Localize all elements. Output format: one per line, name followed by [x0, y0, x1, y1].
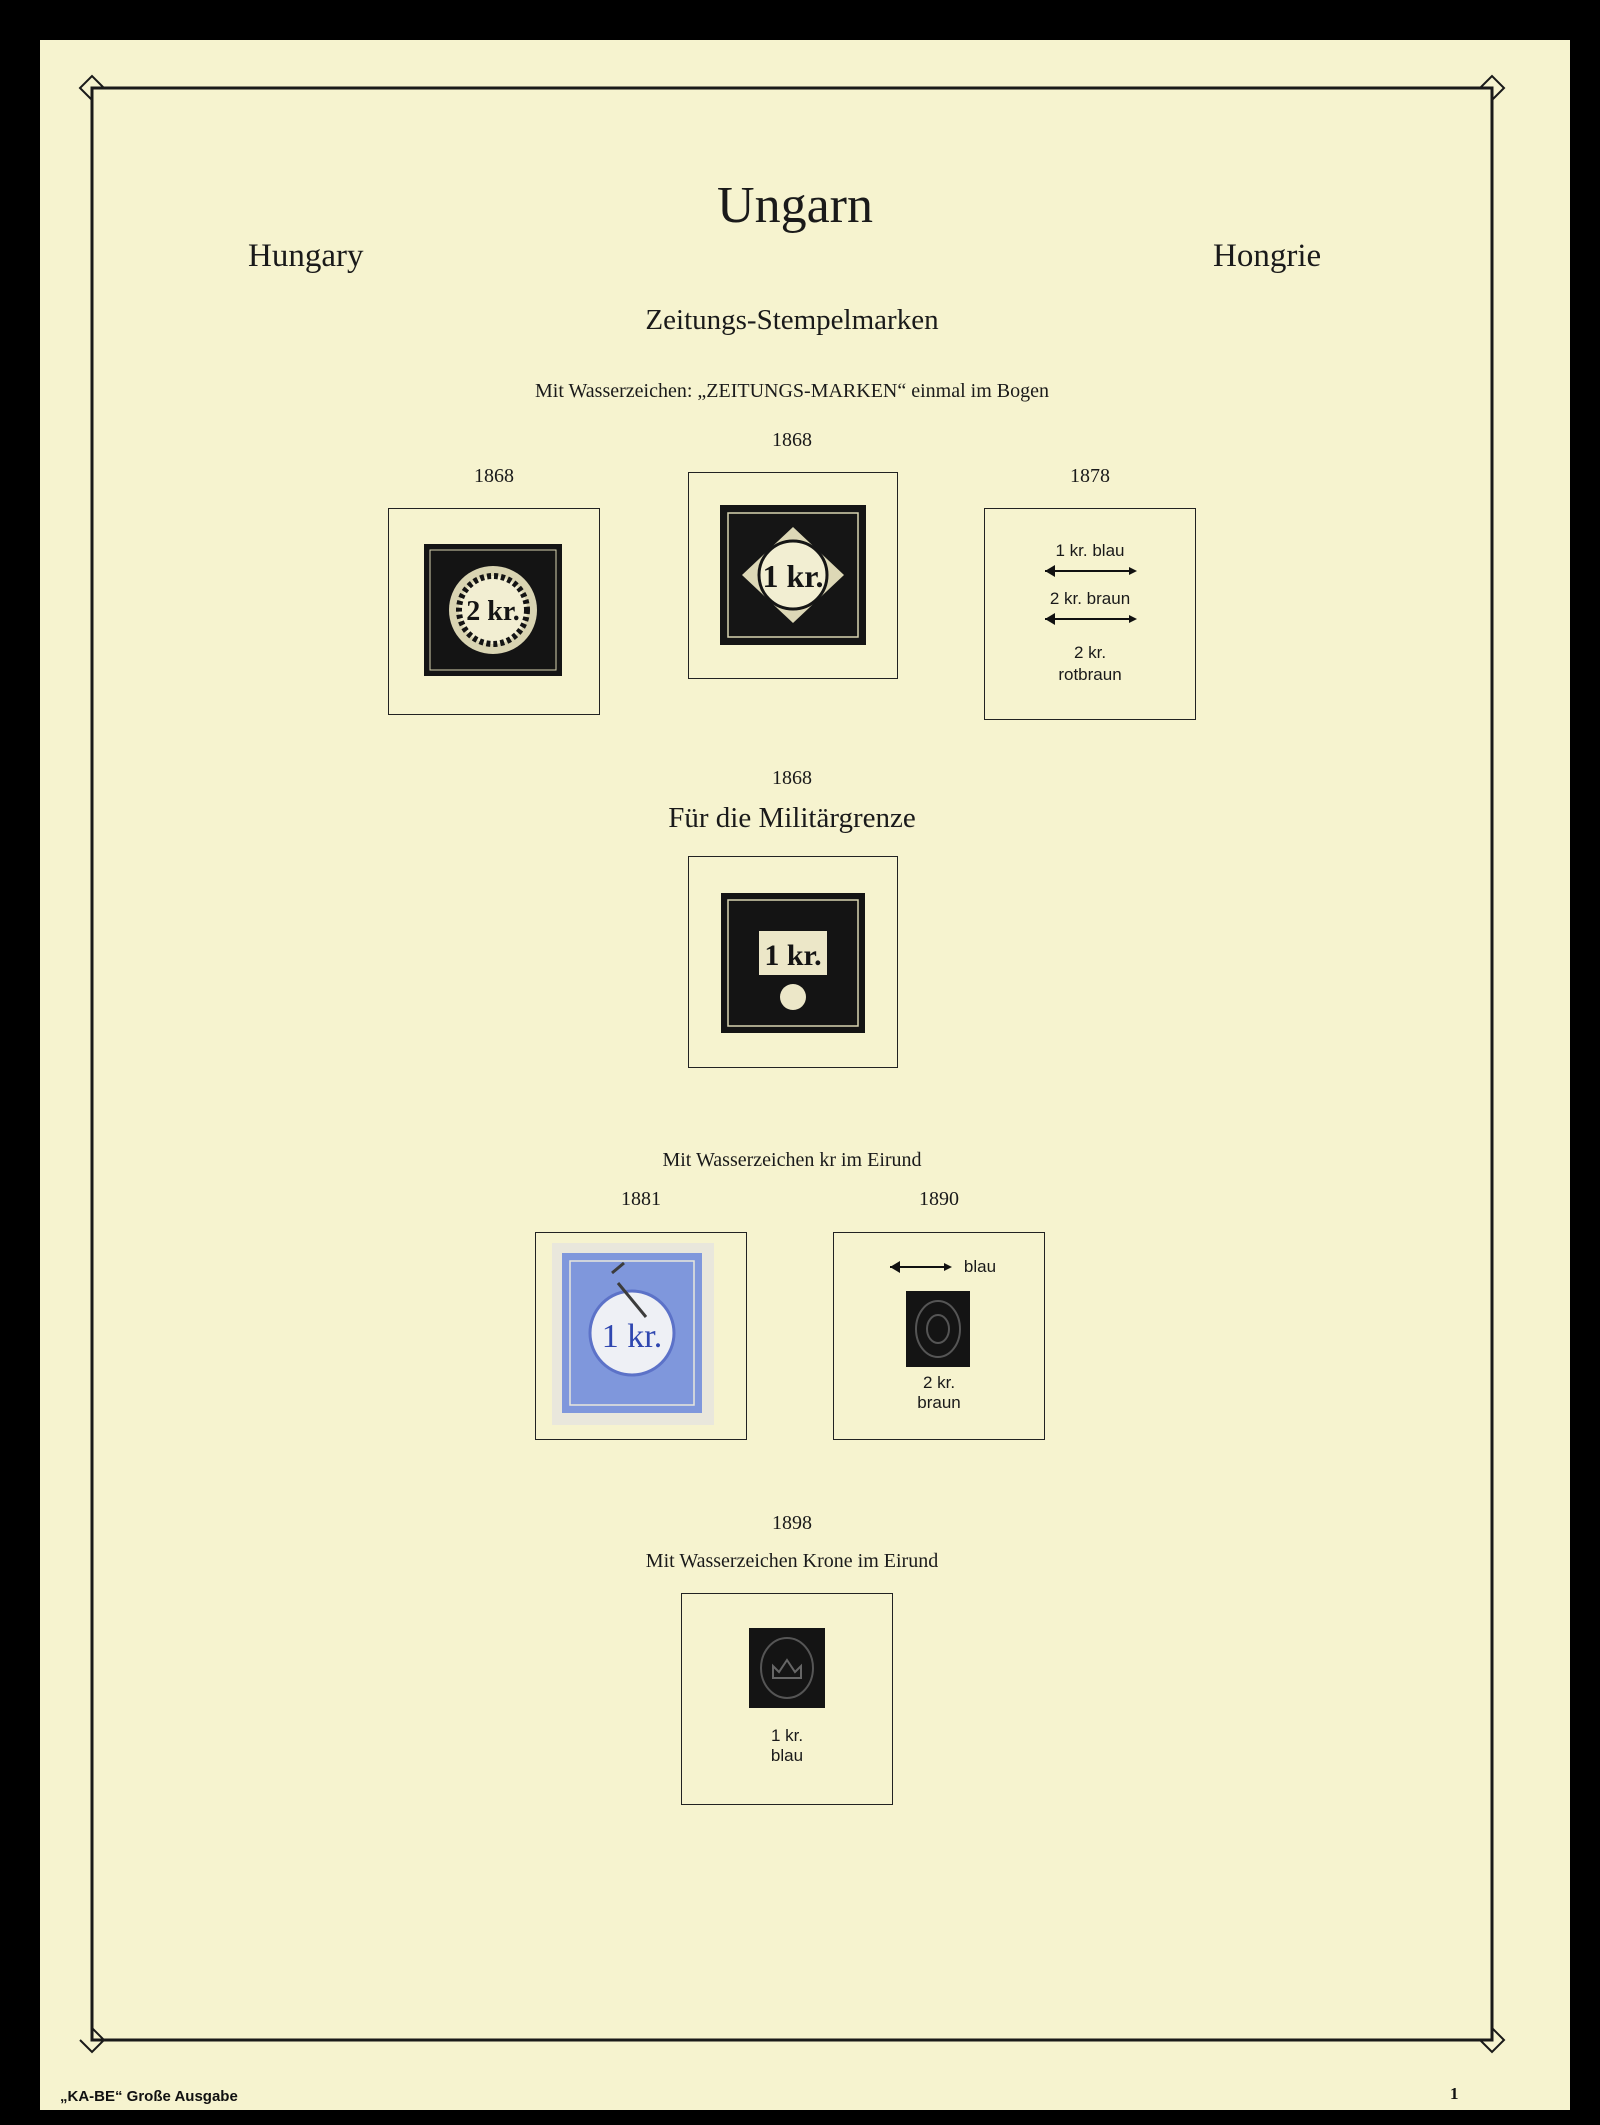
arrow-left-icon — [1037, 609, 1143, 629]
year-label: 1868 — [772, 429, 812, 451]
variant-line: 2 kr. — [922, 1373, 956, 1392]
stamp-slot-empty — [833, 1232, 1045, 1440]
year-label: 1881 — [621, 1188, 661, 1210]
publisher-footer: „KA-BE“ Große Ausgabe — [60, 2088, 238, 2105]
variant-line: 2 kr. braun — [1049, 589, 1131, 608]
stamp-1kr-black — [720, 505, 866, 645]
stamp-slot — [388, 508, 600, 715]
stamp-slot-empty — [681, 1593, 893, 1805]
title-english: Hungary — [248, 238, 364, 274]
variant-line: rotbraun — [1058, 665, 1122, 684]
svg-text:1 kr.: 1 kr. — [762, 558, 824, 594]
svg-text:1 kr.: 1 kr. — [601, 1318, 663, 1355]
watermark-kr-oval-icon — [906, 1291, 970, 1367]
year-label: 1868 — [772, 767, 812, 789]
stamp-1kr-blue — [552, 1243, 714, 1425]
variant-line: 1 kr. — [770, 1726, 804, 1745]
svg-text:1 kr.: 1 kr. — [764, 939, 822, 972]
variant-line: blau — [963, 1257, 997, 1276]
variant-line: blau — [770, 1746, 804, 1765]
stamp-slot — [688, 856, 898, 1068]
variant-line: 2 kr. — [1073, 643, 1107, 662]
page-number: 1 — [1450, 2084, 1459, 2103]
watermark-note: Mit Wasserzeichen: „ZEITUNGS-MARKEN“ einmal im Bogen — [534, 380, 1050, 402]
section-heading: Mit Wasserzeichen kr im Eirund — [662, 1149, 922, 1171]
stamp-slot — [688, 472, 898, 679]
stamp-slot — [535, 1232, 747, 1440]
title-french: Hongrie — [1213, 238, 1322, 274]
stamp-1kr-military — [721, 893, 865, 1033]
year-label: 1898 — [772, 1512, 812, 1534]
arrow-left-icon — [1037, 561, 1143, 581]
variant-line: braun — [917, 1393, 961, 1412]
variant-line: 1 kr. blau — [1055, 541, 1125, 560]
year-label: 1868 — [474, 465, 514, 487]
section-heading: Für die Militärgrenze — [668, 802, 916, 834]
arrow-left-icon — [878, 1257, 958, 1277]
section-heading: Zeitungs-Stempelmarken — [645, 304, 939, 336]
svg-text:2 kr.: 2 kr. — [466, 596, 520, 627]
year-label: 1878 — [1070, 465, 1110, 487]
watermark-crown-oval-icon — [749, 1628, 825, 1708]
year-label: 1890 — [919, 1188, 959, 1210]
stamp-slot-empty — [984, 508, 1196, 720]
section-heading: Mit Wasserzeichen Krone im Eirund — [645, 1550, 939, 1572]
stamp-2kr-black — [424, 544, 562, 676]
page-title: Ungarn — [717, 177, 873, 234]
